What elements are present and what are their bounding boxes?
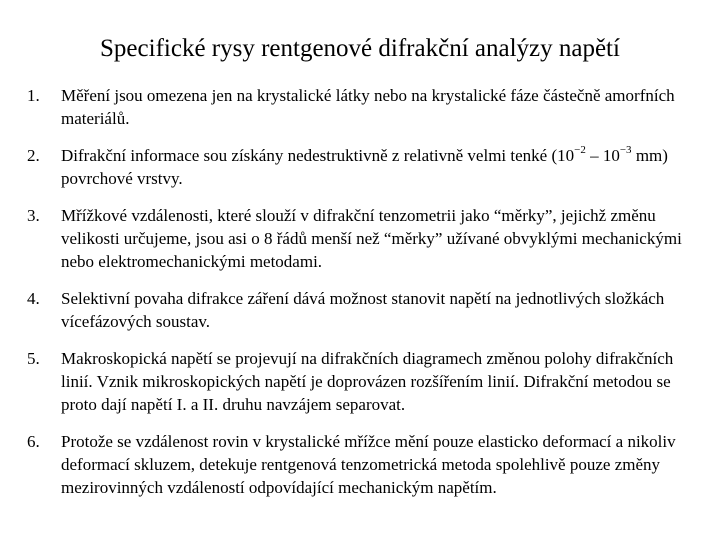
item-number: 2. (27, 146, 40, 165)
list-item (0, 430, 720, 499)
list-item (0, 204, 720, 273)
item-text-part: mm) povrchové vrstvy. (61, 146, 668, 188)
item-number: 4. (27, 289, 40, 308)
item-number: 6. (27, 432, 40, 451)
item-number: 3. (27, 206, 40, 225)
list-item (0, 347, 720, 416)
item-number: 1. (27, 86, 40, 105)
exponent: −2 (574, 144, 586, 157)
item-text: Měření jsou omezena jen na krystalické látky nebo na krystalické fáze částečně amorfních materiálů. (61, 86, 675, 128)
list-item (0, 144, 720, 190)
list-item (0, 287, 720, 333)
item-text: Selektivní povaha difrakce záření dává možnost stanovit napětí na jednotlivých složkách vícefázových soustav. (61, 289, 665, 331)
list-item (0, 84, 720, 130)
item-number: 5. (27, 349, 40, 368)
item-text: Protože se vzdálenost rovin v krystalické mřížce mění pouze elasticko deformací a nikoliv deformací skluzem, detekuje rentgenová tenzometrická metoda spolehlivě pouze změny mezirovinných vzdáleností odpovídající mechanickým napětím. (61, 432, 676, 497)
item-text-part: – 10 (585, 146, 620, 165)
item-text: Mřížkové vzdálenosti, které slouží v difrakční tenzometrii jako “měrky”, jejichž změnu velikosti určujeme, jsou asi o 8 řádů menší než “měrky” užívané obvyklými mechanickými nebo elektromechanickými metodami. (61, 206, 682, 271)
item-text-part: Difrakční informace sou získány nedestruktivně z relativně velmi tenké (10 (61, 146, 575, 165)
feature-list (0, 84, 720, 499)
slide-title: Specifické rysy rentgenové difrakční analýzy napětí (100, 35, 620, 62)
item-text: Makroskopická napětí se projevují na difrakčních diagramech změnou polohy difrakčních linií. Vznik mikroskopických napětí je doprovázen rozšířením linií. Difrakční metodou se proto dají napětí I. a II. druhu navzájem separovat. (61, 349, 674, 414)
exponent: −3 (619, 144, 632, 157)
